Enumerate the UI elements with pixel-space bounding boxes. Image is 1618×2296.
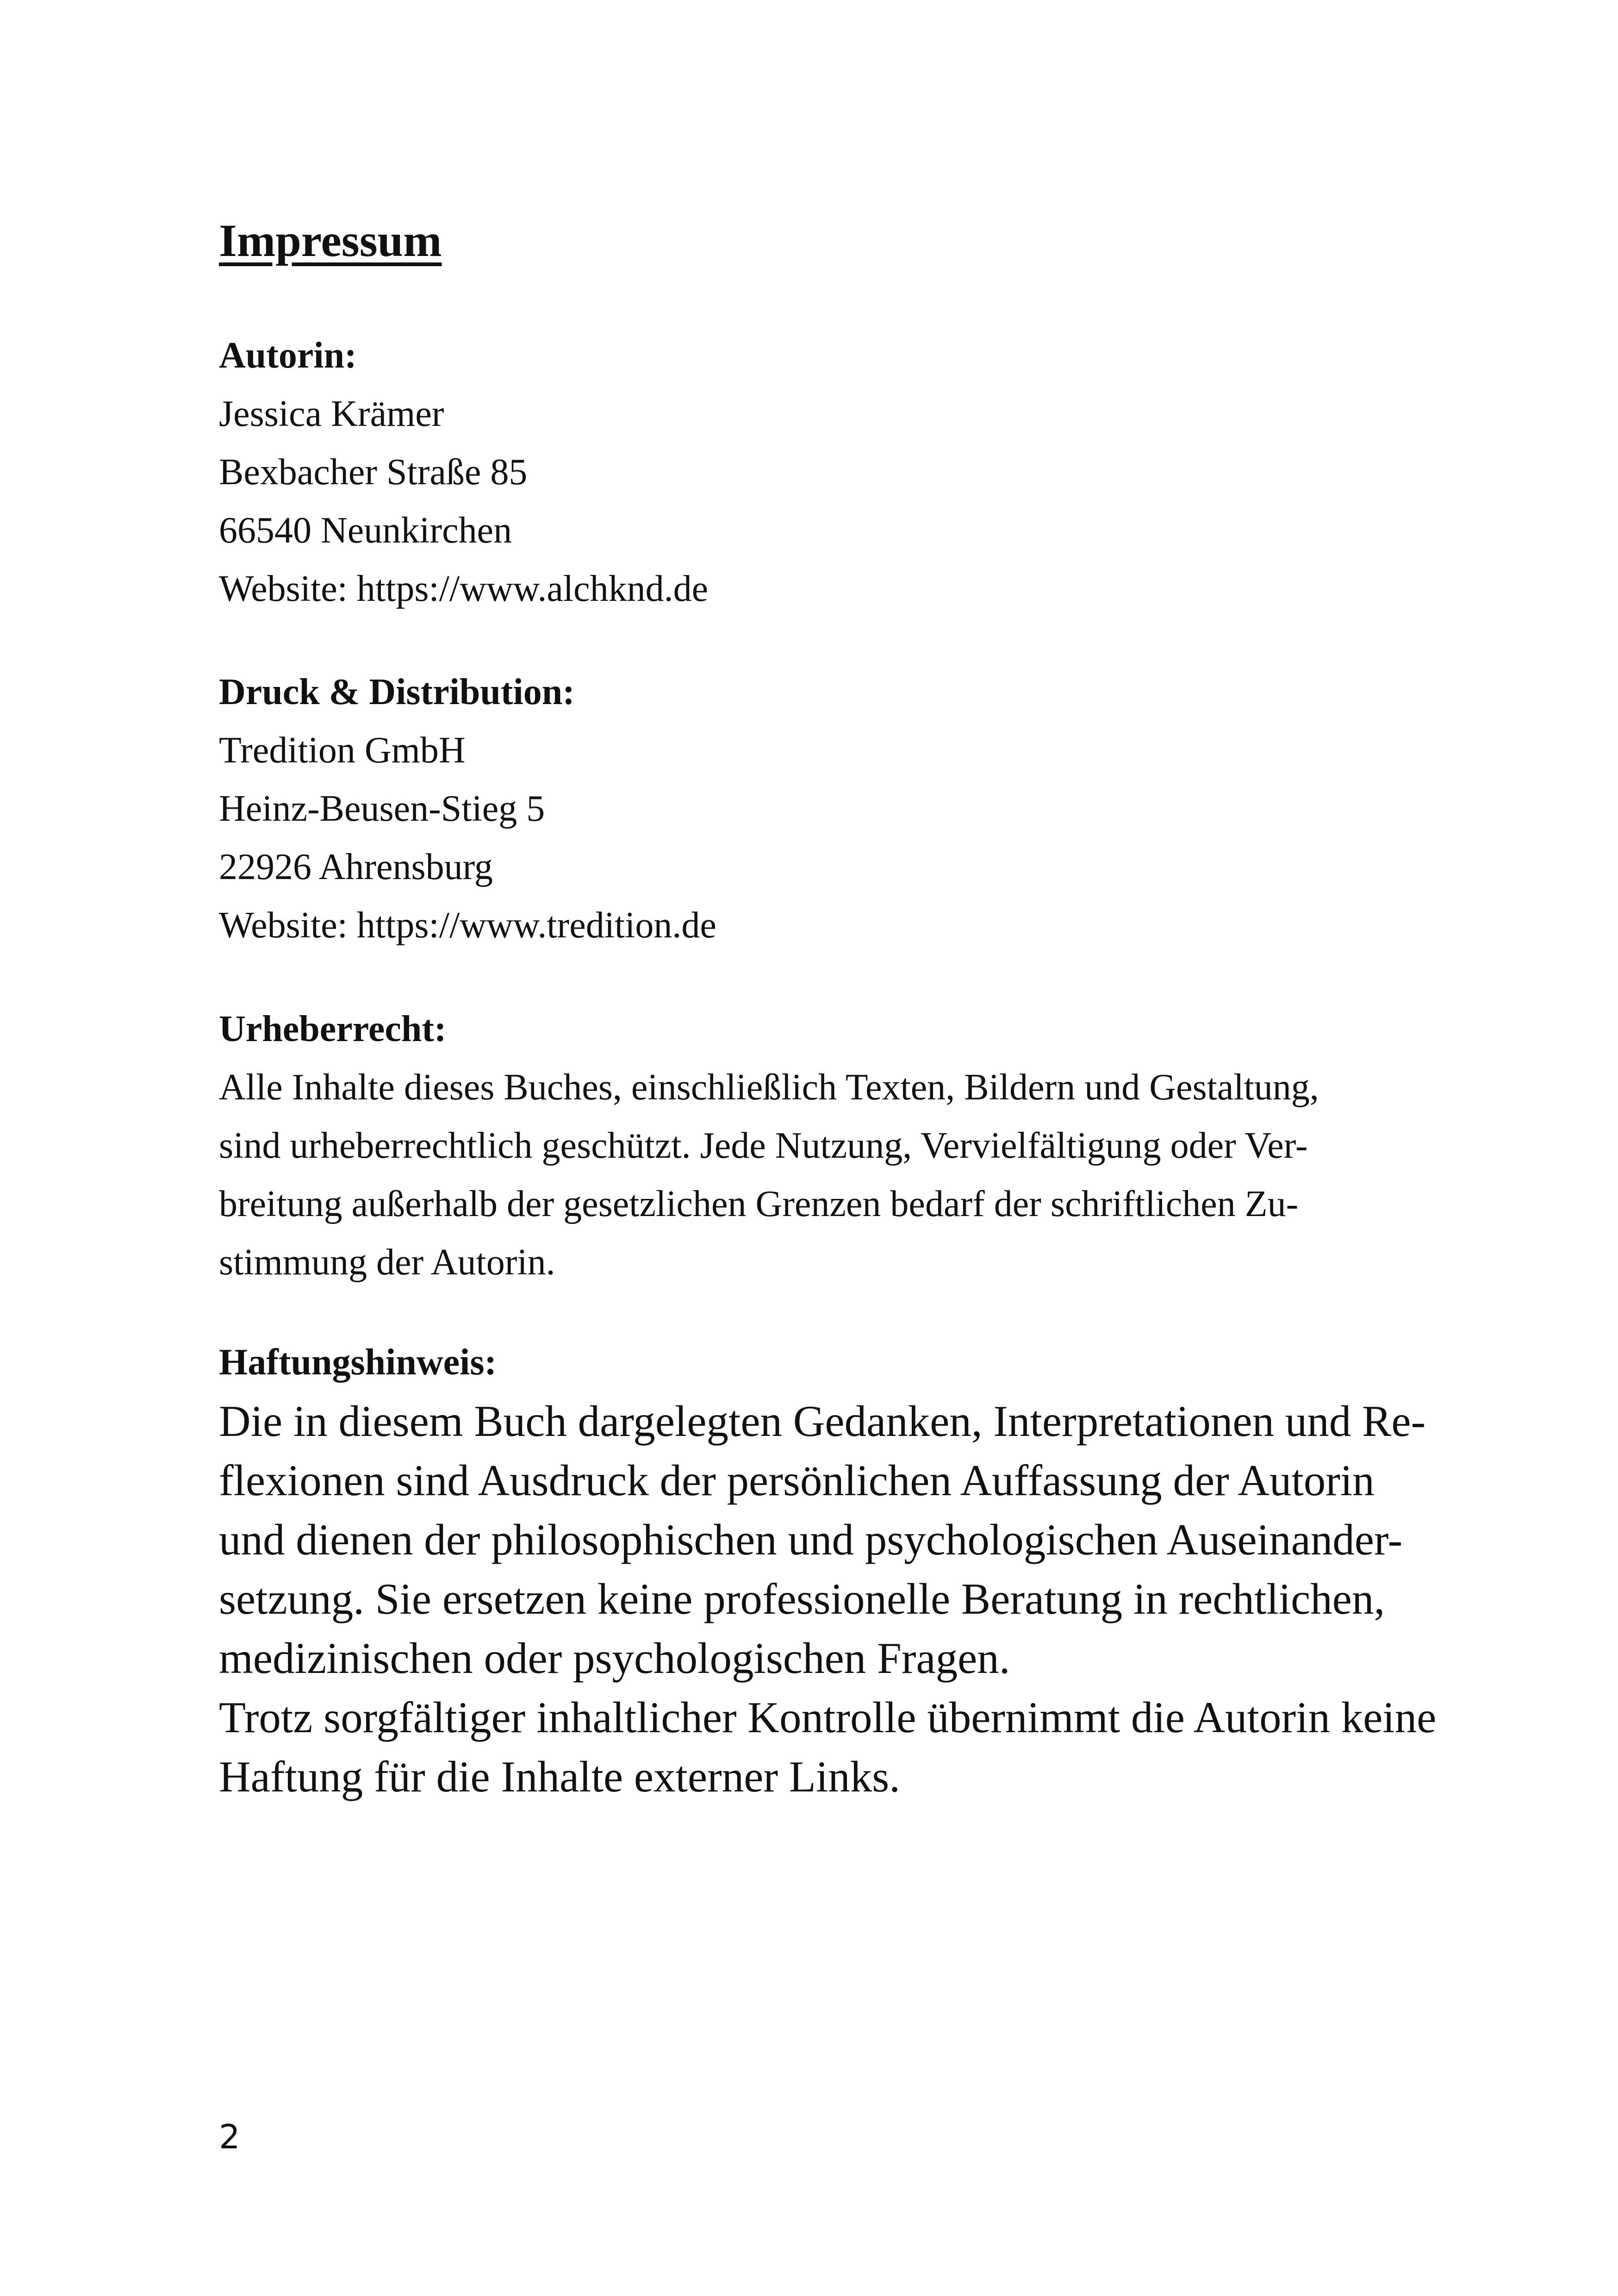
- author-street: Bexbacher Straße 85: [219, 452, 528, 493]
- author-website: Website: https://www.alchknd.de: [219, 568, 709, 609]
- liability-section: [219, 1333, 1437, 1806]
- author-city: 66540 Neunkirchen: [219, 510, 512, 551]
- print-website: Website: https://www.tredition.de: [219, 905, 716, 946]
- liability-line: Trotz sorgfältiger inhaltlicher Kontrolle übernimmt die Autorin keine: [219, 1693, 1437, 1742]
- liability-line: und dienen der philosophischen und psychologischen Auseinander-: [219, 1515, 1403, 1564]
- liability-line: setzung. Sie ersetzen keine professionelle Beratung in rechtlichen,: [219, 1574, 1385, 1623]
- liability-line: flexionen sind Ausdruck der persönlichen Auffassung der Autorin: [219, 1456, 1375, 1505]
- print-heading: Druck & Distribution:: [219, 672, 575, 712]
- liability-line: Die in diesem Buch dargelegten Gedanken, Interpretationen und Re-: [219, 1397, 1426, 1446]
- copyright-line: Alle Inhalte dieses Buches, einschließlich Texten, Bildern und Gestaltung,: [219, 1067, 1319, 1108]
- page-title: Impressum: [219, 215, 442, 266]
- copyright-section: [219, 1000, 1431, 1292]
- author-section: [219, 326, 1431, 618]
- copyright-line: stimmung der Autorin.: [219, 1242, 555, 1283]
- liability-heading: Haftungshinweis:: [219, 1342, 497, 1383]
- print-company: Tredition GmbH: [219, 730, 466, 771]
- copyright-line: sind urheberrechtlich geschützt. Jede Nutzung, Vervielfältigung oder Ver-: [219, 1125, 1308, 1166]
- author-name: Jessica Krämer: [219, 393, 444, 434]
- print-street: Heinz-Beusen-Stieg 5: [219, 788, 545, 829]
- liability-line: medizinischen oder psychologischen Fragen.: [219, 1634, 1010, 1683]
- copyright-heading: Urheberrecht:: [219, 1009, 447, 1049]
- liability-line: Haftung für die Inhalte externer Links.: [219, 1752, 900, 1801]
- print-city: 22926 Ahrensburg: [219, 847, 493, 887]
- print-section: [219, 663, 1431, 955]
- copyright-line: breitung außerhalb der gesetzlichen Grenzen bedarf der schriftlichen Zu-: [219, 1184, 1299, 1224]
- author-heading: Autorin:: [219, 335, 357, 376]
- page-number: 2: [219, 2117, 240, 2156]
